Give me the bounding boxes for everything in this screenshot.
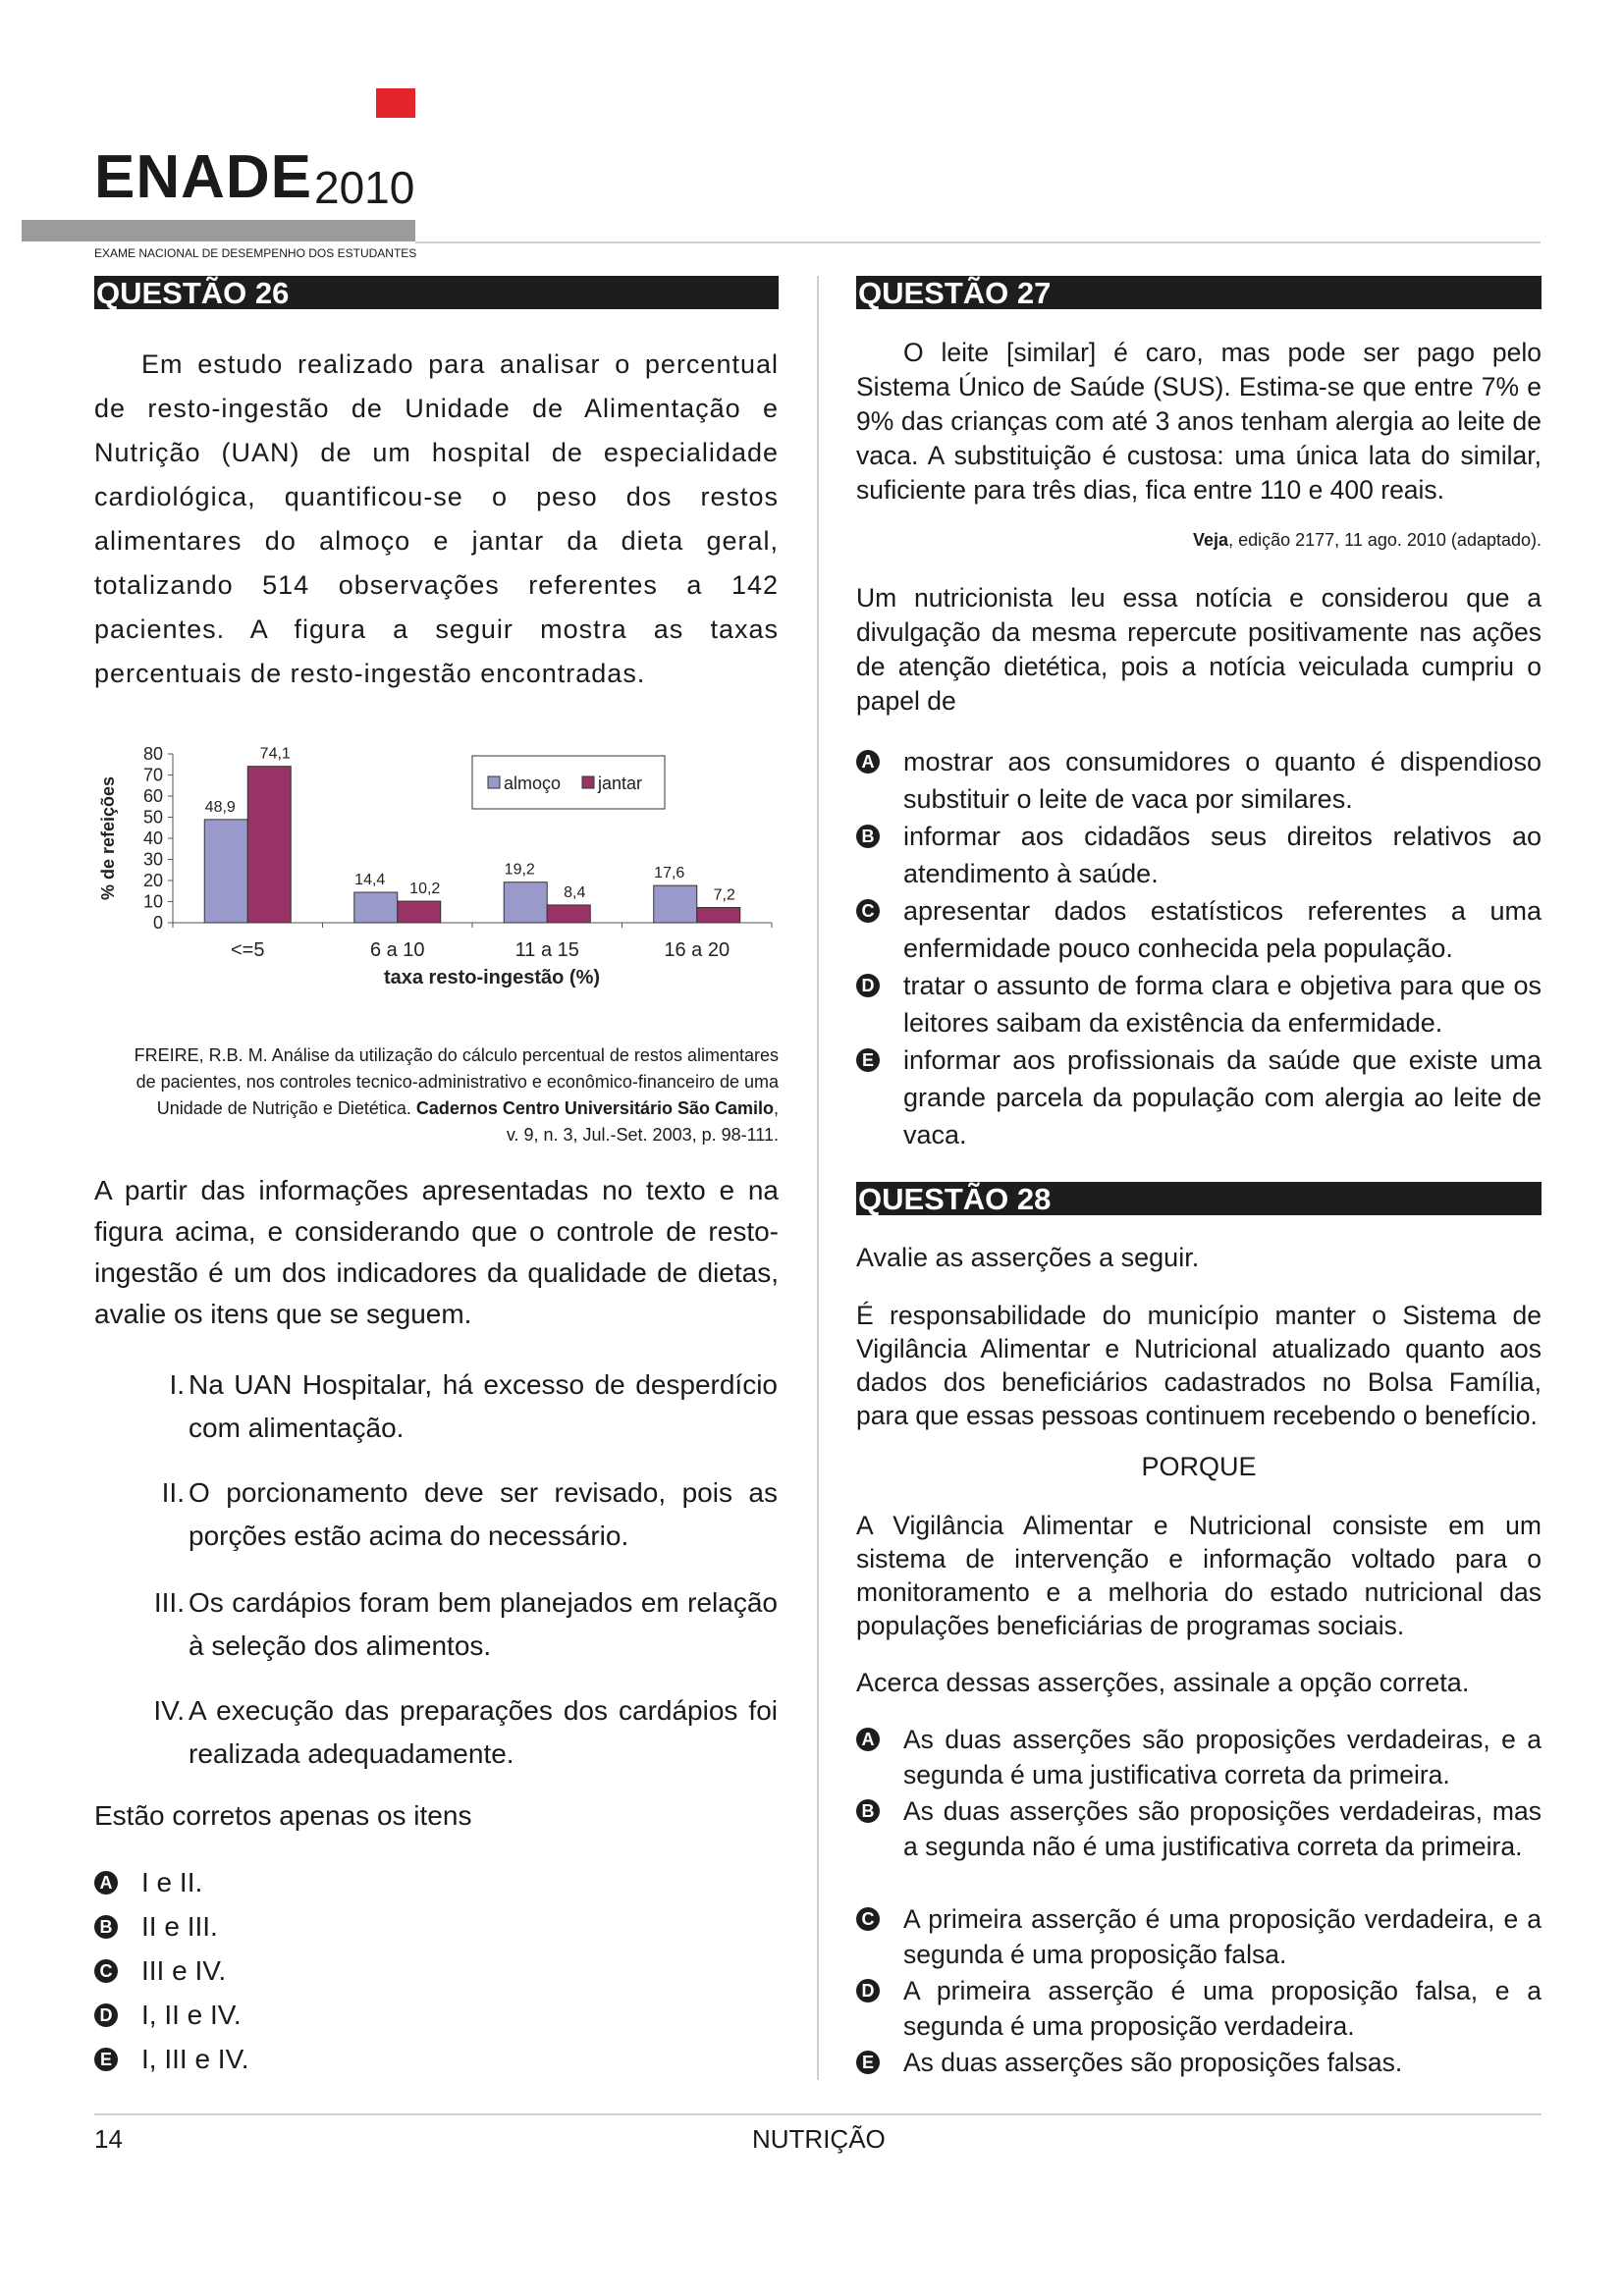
- y-tick-label: 50: [142, 807, 163, 828]
- bar-value-label: 10,2: [409, 881, 441, 898]
- source-journal: Cadernos Centro Universitário São Camilo: [415, 1098, 774, 1118]
- footer-rule: [94, 2113, 1542, 2115]
- q26-option-b[interactable]: [94, 1905, 487, 1949]
- option-letter-badge: E: [856, 1048, 880, 1072]
- source-line-3-post: ,: [773, 1098, 779, 1118]
- q27-option-b[interactable]: [856, 818, 1542, 892]
- q28-heading: QUESTÃO 28: [856, 1182, 1542, 1215]
- option-letter-badge: D: [856, 1979, 880, 2002]
- item-text: O porcionamento deve ser revisado, pois as porções estão acima do necessário.: [189, 1477, 778, 1551]
- x-tick-label: 6 a 10: [369, 939, 425, 961]
- option-text: I, III e IV.: [141, 2044, 249, 2074]
- q26-option-d[interactable]: [94, 1994, 487, 2037]
- q26-option-a[interactable]: [94, 1861, 487, 1904]
- option-letter-badge: C: [856, 899, 880, 923]
- option-letter-badge: C: [856, 1907, 880, 1931]
- q28-option-d[interactable]: [856, 1973, 1542, 2044]
- q26-intro-text: Em estudo realizado para analisar o percentual de resto-ingestão de Unidade de Alimentação e Nutrição (UAN) de um hospital de especialidade cardiológica, quantificou-se o peso dos restos alimentares do almoço e jantar da dieta geral, totalizando 514 observações referentes a 142 pacientes. A figura a seguir mostra as taxas percentuais de resto-ingestão encontradas.: [94, 349, 779, 688]
- q27-option-a[interactable]: [856, 743, 1542, 818]
- option-letter-badge: E: [856, 2051, 880, 2074]
- y-tick-label: 0: [152, 913, 163, 933]
- x-axis-label: taxa resto-ingestão (%): [383, 967, 601, 988]
- source-line-3: [94, 1095, 779, 1122]
- q26-option-c[interactable]: [94, 1949, 487, 1993]
- option-text: As duas asserções são proposições verdadeiras, mas a segunda não é uma justificativa correta da primeira.: [903, 1796, 1542, 1861]
- source-line-2: de pacientes, nos controles tecnico-administrativo e econômico-financeiro de uma: [135, 1072, 779, 1092]
- option-letter-badge: B: [856, 825, 880, 848]
- y-axis-label: % de refeições: [98, 775, 118, 901]
- bar-jantar: [697, 908, 740, 923]
- bar-almoço: [654, 885, 697, 923]
- q28-intro: Avalie as asserções a seguir.: [856, 1243, 1200, 1272]
- y-tick-label: 60: [142, 786, 163, 806]
- bar-almoço: [204, 820, 247, 923]
- bar-value-label: 7,2: [713, 886, 735, 904]
- item-number: IV.: [153, 1695, 185, 1726]
- bar-value-label: 74,1: [259, 745, 291, 763]
- q28-option-a[interactable]: [856, 1722, 1542, 1792]
- option-text: informar aos profissionais da saúde que existe uma grande parcela da população com alergia ao leite de vaca.: [903, 1045, 1542, 1149]
- exam-year: 2010: [314, 162, 415, 213]
- option-letter-badge: B: [856, 1799, 880, 1823]
- bar-almoço: [354, 892, 398, 923]
- y-tick-label: 20: [142, 871, 163, 890]
- legend-label-almoço: almoço: [504, 774, 562, 793]
- option-letter-badge: D: [856, 974, 880, 997]
- source-line-3-pre: Unidade de Nutrição e Dietética.: [156, 1098, 416, 1118]
- option-letter-badge: A: [94, 1871, 118, 1895]
- x-tick-label: <=5: [231, 939, 265, 961]
- header-rule: [415, 241, 1541, 243]
- q28-assertion-2: A Vigilância Alimentar e Nutricional consiste em um sistema de intervenção e informação voltado para o monitoramento e a melhoria do estado nutricional das populações beneficiárias de programas sociais.: [856, 1511, 1542, 1640]
- item-number: I.: [169, 1369, 185, 1400]
- option-text: mostrar aos consumidores o quanto é dispendioso substituir o leite de vaca por similares.: [903, 747, 1542, 814]
- legend-swatch-almoço: [488, 776, 500, 788]
- q27-option-d[interactable]: [856, 967, 1542, 1041]
- footer-subject: NUTRIÇÃO: [752, 2124, 886, 2154]
- q26-prompt: Estão corretos apenas os itens: [94, 1800, 472, 1831]
- q27-cite-detail: , edição 2177, 11 ago. 2010 (adaptado).: [1228, 530, 1542, 550]
- option-text: I e II.: [141, 1867, 203, 1897]
- y-tick-label: 10: [142, 891, 163, 912]
- q28-option-b[interactable]: [856, 1793, 1542, 1899]
- q26-item: [94, 1363, 779, 1452]
- option-text: tratar o assunto de forma clara e objetiva para que os leitores saibam da existência da enfermidade.: [903, 971, 1542, 1038]
- q26-item: [94, 1471, 779, 1560]
- option-text: As duas asserções são proposições falsas.: [903, 2048, 1403, 2077]
- item-text: A execução das preparações dos cardápios foi realizada adequadamente.: [189, 1695, 778, 1769]
- q27-option-c[interactable]: [856, 892, 1542, 967]
- option-text: As duas asserções são proposições verdadeiras, e a segunda é uma justificativa correta da primeira.: [903, 1725, 1542, 1789]
- q26-source-citation: [94, 1042, 779, 1148]
- option-letter-badge: D: [94, 2003, 118, 2027]
- option-letter-badge: E: [94, 2048, 118, 2071]
- source-line-4: v. 9, n. 3, Jul.-Set. 2003, p. 98-111.: [506, 1125, 779, 1145]
- q27-stem: Um nutricionista leu essa notícia e considerou que a divulgação da mesma repercute positivamente nas ações de atenção dietética, pois a notícia veiculada cumpriu o papel de: [856, 583, 1542, 716]
- option-letter-badge: B: [94, 1915, 118, 1939]
- q27-citation: [856, 530, 1542, 551]
- option-text: III e IV.: [141, 1955, 227, 1986]
- column-divider: [817, 276, 819, 2080]
- header-gray-bar: [22, 220, 415, 241]
- q26-heading: QUESTÃO 26: [94, 276, 779, 309]
- q28-option-e[interactable]: [856, 2045, 1542, 2080]
- y-tick-label: 30: [142, 849, 163, 870]
- bar-jantar: [398, 901, 441, 923]
- bar-value-label: 19,2: [504, 861, 535, 879]
- q26-option-e[interactable]: [94, 2038, 487, 2081]
- option-text: II e III.: [141, 1911, 218, 1942]
- item-number: II.: [161, 1477, 185, 1508]
- item-number: III.: [153, 1587, 185, 1618]
- q27-heading: QUESTÃO 27: [856, 276, 1542, 309]
- q28-option-c[interactable]: [856, 1901, 1542, 1972]
- bar-jantar: [547, 905, 590, 923]
- q27-quote-text: O leite [similar] é caro, mas pode ser pago pelo Sistema Único de Saúde (SUS). Estima-se que entre 7% e 9% das crianças com até 3 anos tenham alergia ao leite de vaca. A substituição é custosa: uma única lata do similar, suficiente para três dias, fica entre 110 e 400 reais.: [856, 338, 1542, 505]
- bar-almoço: [504, 882, 547, 923]
- option-text: apresentar dados estatísticos referentes a uma enfermidade pouco conhecida pela população.: [903, 896, 1542, 963]
- resto-ingestao-chart: [94, 726, 782, 1001]
- option-letter-badge: A: [856, 1728, 880, 1751]
- bar-value-label: 17,6: [654, 865, 685, 882]
- page-number: 14: [94, 2124, 123, 2154]
- bar-value-label: 48,9: [204, 798, 236, 816]
- item-text: Os cardápios foram bem planejados em relação à seleção dos alimentos.: [189, 1587, 778, 1661]
- y-tick-label: 80: [142, 744, 163, 764]
- x-tick-label: 16 a 20: [664, 939, 730, 961]
- x-tick-label: 11 a 15: [514, 939, 579, 961]
- option-text: A primeira asserção é uma proposição verdadeira, e a segunda é uma proposição falsa.: [903, 1904, 1542, 1969]
- source-line-1: FREIRE, R.B. M. Análise da utilização do cálculo percentual de restos alimentares: [134, 1045, 779, 1065]
- q28-assertion-1: É responsabilidade do município manter o Sistema de Vigilância Alimentar e Nutricional atualizado quanto aos dados dos beneficiários cadastrados no Bolsa Família, para que essas pessoas continuem recebendo o benefício.: [856, 1301, 1542, 1430]
- option-letter-badge: A: [856, 750, 880, 774]
- q28-porque: PORQUE: [1141, 1452, 1257, 1481]
- brand-red-square: [376, 88, 415, 118]
- option-text: I, II e IV.: [141, 2000, 242, 2030]
- bar-jantar: [247, 767, 291, 923]
- exam-subtitle: EXAME NACIONAL DE DESEMPENHO DOS ESTUDANTES: [94, 246, 417, 260]
- q26-item: [94, 1581, 779, 1670]
- option-letter-badge: C: [94, 1959, 118, 1983]
- bar-value-label: 8,4: [564, 883, 586, 901]
- bar-value-label: 14,4: [354, 872, 386, 889]
- q28-stem: Acerca dessas asserções, assinale a opção correta.: [856, 1668, 1470, 1697]
- y-tick-label: 70: [142, 765, 163, 785]
- item-text: Na UAN Hospitalar, há excesso de desperdício com alimentação.: [189, 1369, 778, 1443]
- q27-cite-source: Veja: [1193, 530, 1229, 550]
- option-text: informar aos cidadãos seus direitos relativos ao atendimento à saúde.: [903, 822, 1542, 888]
- option-text: A primeira asserção é uma proposição falsa, e a segunda é uma proposição verdadeira.: [903, 1976, 1542, 2041]
- q26-item: [94, 1689, 779, 1778]
- q26-after-text: A partir das informações apresentadas no texto e na figura acima, e considerando que o controle de resto-ingestão é um dos indicadores da qualidade de dietas, avalie os itens que se seguem.: [94, 1175, 779, 1329]
- legend-swatch-jantar: [582, 776, 594, 788]
- exam-title: ENADE: [94, 143, 313, 211]
- y-tick-label: 40: [142, 828, 163, 848]
- legend-label-jantar: jantar: [598, 774, 643, 793]
- q27-option-e[interactable]: [856, 1041, 1542, 1153]
